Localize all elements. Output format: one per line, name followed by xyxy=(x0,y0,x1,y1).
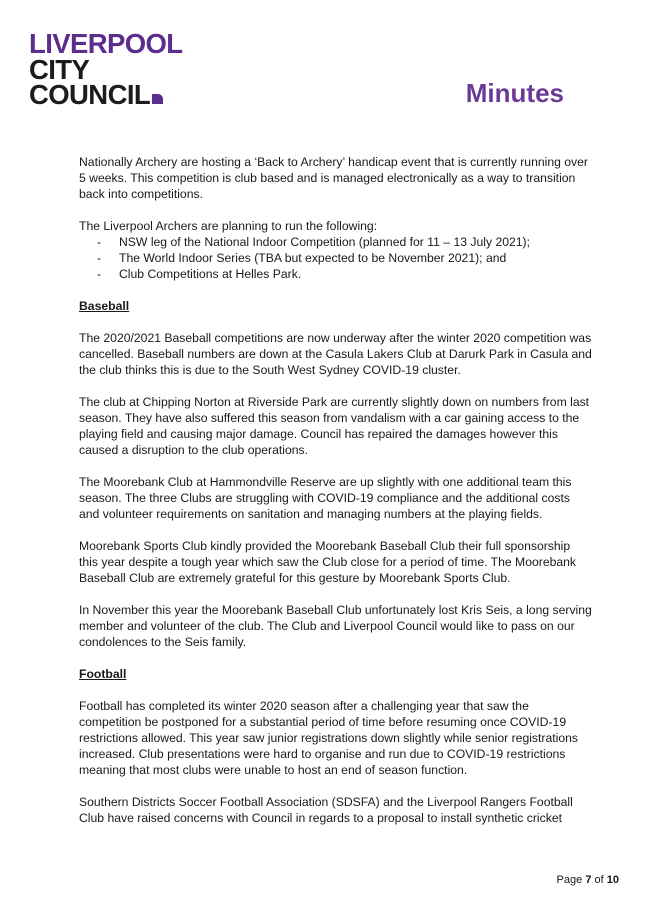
list-item-text: NSW leg of the National Indoor Competition (planned for 11 – 13 July 2021); xyxy=(119,235,530,249)
football-paragraph-1: Football has completed its winter 2020 season after a challenging year that saw the competition be postponed for a substantial period of time before resuming once COVID-19 restrictions allowed. This year saw junior registrations down slightly while senior registrations increased. Club presentations were hard to organise and run due to COVID-19 restrictions meaning that most clubs were unable to host an end of season function. xyxy=(79,699,578,777)
document-body xyxy=(79,154,592,842)
baseball-paragraph-1: The 2020/2021 Baseball competitions are now underway after the winter 2020 competition was cancelled. Baseball numbers are down at the Casula Lakers Club at Darurk Park in Casula and the club thinks this is due to the South West Sydney COVID-19 cluster. xyxy=(79,331,592,377)
page-word: Page xyxy=(556,874,583,886)
baseball-paragraph-4: Moorebank Sports Club kindly provided the Moorebank Baseball Club their full sponsorship this year despite a tough year which saw the Club close for a period of time. The Moorebank Baseball Club are extremely grateful for this gesture by Moorebank Sports Club. xyxy=(79,539,577,585)
logo-line-city: CITY xyxy=(29,53,90,85)
document-title: Minutes xyxy=(465,78,564,108)
page-current: 7 xyxy=(585,874,592,886)
archery-bullet-list xyxy=(79,234,592,282)
football-heading: Football xyxy=(79,667,127,681)
liverpool-city-council-logo xyxy=(29,28,183,110)
list-item-text: The World Indoor Series (TBA but expected to be November 2021); and xyxy=(119,251,507,265)
football-paragraph-2: Southern Districts Soccer Football Association (SDSFA) and the Liverpool Rangers Football Club have raised concerns with Council in regards to a proposal to install synthetic cricket xyxy=(79,795,573,825)
baseball-paragraph-2: The club at Chipping Norton at Riverside Park are currently slightly down on numbers from last season. They have also suffered this season from vandalism with a car gaining access to the playing field and causing major damage. Council has repaired the damages however this caused a disruption to the club operations. xyxy=(79,395,590,457)
list-item xyxy=(79,266,592,282)
logo-mark-icon xyxy=(152,94,163,104)
list-item xyxy=(79,234,592,250)
bullet-dash: - xyxy=(97,267,102,281)
list-item-text: Club Competitions at Helles Park. xyxy=(119,267,302,281)
logo-line-liverpool: LIVERPOOL xyxy=(29,28,183,59)
bullet-dash: - xyxy=(97,235,102,249)
logo-council-text: COUNCIL xyxy=(29,79,151,110)
of-word: of xyxy=(594,874,604,886)
page-total: 10 xyxy=(606,874,619,886)
archery-paragraph-2: The Liverpool Archers are planning to run the following: xyxy=(79,219,378,233)
list-item xyxy=(79,250,592,266)
logo-line-council xyxy=(29,79,183,110)
page-number xyxy=(557,874,619,886)
baseball-heading: Baseball xyxy=(79,299,130,313)
bullet-dash: - xyxy=(97,251,102,265)
baseball-paragraph-3: The Moorebank Club at Hammondville Reserve are up slightly with one additional team this season. The three Clubs are struggling with COVID-19 compliance and the additional costs and volunteer requirements on sanitation and managing numbers at the playing fields. xyxy=(79,475,572,521)
archery-paragraph-1: Nationally Archery are hosting a ‘Back to Archery’ handicap event that is currently running over 5 weeks. This competition is club based and is managed electronically as a way to transition back into competitions. xyxy=(79,155,588,201)
baseball-paragraph-5: In November this year the Moorebank Baseball Club unfortunately lost Kris Seis, a long serving member and volunteer of the club. The Club and Liverpool Council would like to pass on our condolences to the Seis family. xyxy=(79,603,592,649)
